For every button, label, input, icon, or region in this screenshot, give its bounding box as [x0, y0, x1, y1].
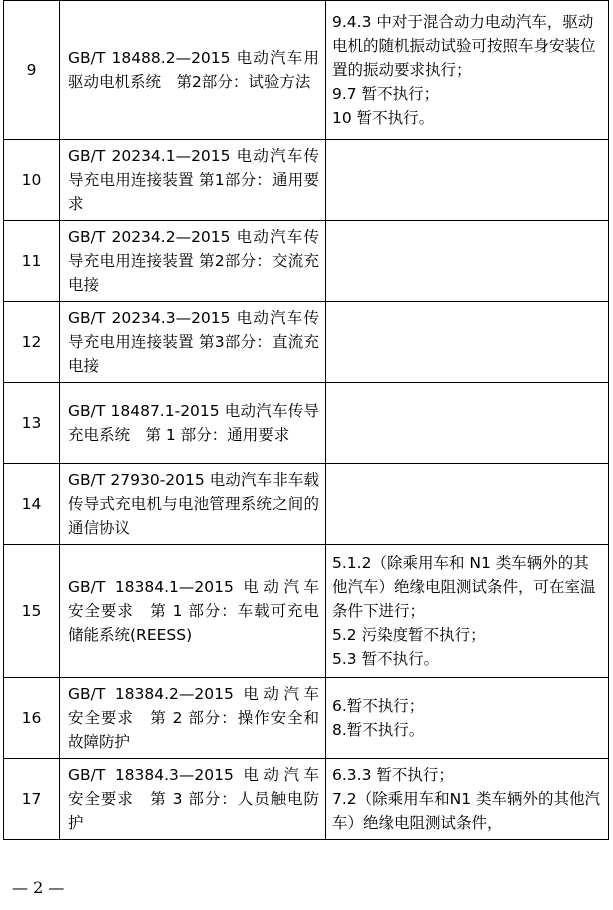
note-line: 9.7 暂不执行； [332, 85, 440, 103]
standard-name: GB/T 27930-2015 电动汽车非车载传导式充电机与电池管理系统之间的通信协议 [60, 464, 326, 545]
row-number: 16 [4, 678, 60, 759]
standard-name: GB/T 20234.1—2015 电动汽车传导充电用连接装置 第1部分：通用要求 [60, 140, 326, 221]
table-row [4, 221, 609, 302]
table-row [4, 464, 609, 545]
standards-table [3, 0, 609, 840]
table-row [4, 759, 609, 840]
notes-cell [326, 545, 609, 678]
note-line: 7.2（除乘用车和N1 类车辆外的其他汽车）绝缘电阻测试条件， [332, 790, 601, 832]
note-line: 10 暂不执行。 [332, 109, 435, 127]
standard-name: GB/T 18488.2—2015 电动汽车用驱动电机系统 第2部分：试验方法 [60, 1, 326, 140]
table-row [4, 545, 609, 678]
standard-name: GB/T 18384.3—2015 电动汽车 安全要求 第 3 部分：人员触电防护 [60, 759, 326, 840]
page-number: — 2 — [12, 878, 65, 897]
row-number: 9 [4, 1, 60, 140]
standard-name: GB/T 20234.2—2015 电动汽车传导充电用连接装置 第2部分：交流充电接 [60, 221, 326, 302]
notes-cell [326, 302, 609, 383]
row-number: 10 [4, 140, 60, 221]
note-line: 5.3 暂不执行。 [332, 650, 440, 668]
standard-name: GB/T 18384.1—2015 电动汽车 安全要求 第 1 部分：车载可充电储能系统(REESS) [60, 545, 326, 678]
notes-cell [326, 140, 609, 221]
row-number: 12 [4, 302, 60, 383]
table-row [4, 383, 609, 464]
standard-name: GB/T 18487.1-2015 电动汽车传导充电系统 第 1 部分：通用要求 [60, 383, 326, 464]
table-row [4, 302, 609, 383]
note-line: 5.2 污染度暂不执行； [332, 626, 486, 644]
notes-cell [326, 464, 609, 545]
table-row [4, 1, 609, 140]
standard-name: GB/T 20234.3—2015 电动汽车传导充电用连接装置 第3部分：直流充电接 [60, 302, 326, 383]
row-number: 17 [4, 759, 60, 840]
note-line: 6.暂不执行； [332, 697, 425, 715]
notes-cell [326, 1, 609, 140]
notes-cell [326, 221, 609, 302]
notes-cell [326, 678, 609, 759]
row-number: 11 [4, 221, 60, 302]
table-row [4, 140, 609, 221]
note-line: 8.暂不执行。 [332, 721, 425, 739]
note-line: 9.4.3 中对于混合动力电动汽车，驱动电机的随机振动试验可按照车身安装位置的振动要求执行； [332, 13, 596, 79]
notes-cell [326, 383, 609, 464]
table-row [4, 678, 609, 759]
row-number: 15 [4, 545, 60, 678]
row-number: 13 [4, 383, 60, 464]
note-line: 5.1.2（除乘用车和 N1 类车辆外的其他汽车）绝缘电阻测试条件，可在室温条件下进行； [332, 554, 596, 620]
notes-cell [326, 759, 609, 840]
note-line: 6.3.3 暂不执行； [332, 766, 454, 784]
standard-name: GB/T 18384.2—2015 电动汽车 安全要求 第 2 部分：操作安全和故障防护 [60, 678, 326, 759]
row-number: 14 [4, 464, 60, 545]
